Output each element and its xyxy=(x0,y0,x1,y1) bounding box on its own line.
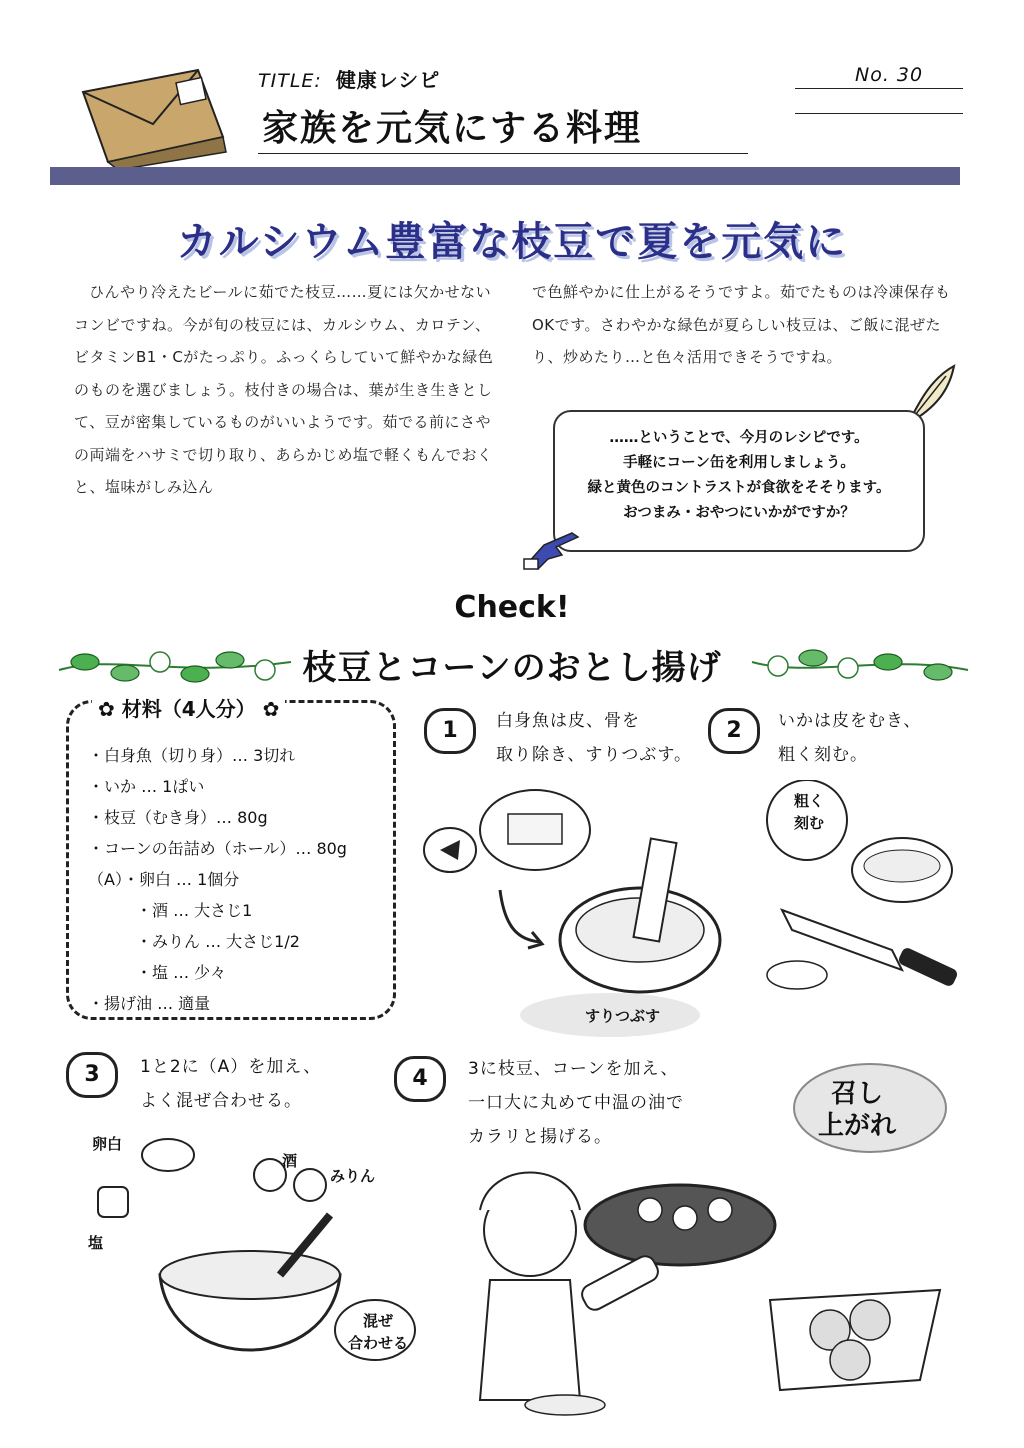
callout-line: ……ということで、今月のレシピです。 xyxy=(609,430,869,446)
flower-icon: ✿ xyxy=(98,697,122,721)
headline: カルシウム豊富な枝豆で夏を元気に xyxy=(176,219,848,265)
step-4-text xyxy=(468,1052,684,1154)
mirin-label: みりん xyxy=(330,1167,376,1185)
list-item: ・枝豆（むき身）… 80g xyxy=(88,808,268,827)
intro-text-left: ひんやり冷えたビールに茹でた枝豆……夏には欠かせないコンビですね。今が旬の枝豆には、カルシウム、カロテン、ビタミンB1・Cがたっぷり。ふっくらしていて鮮やかな緑色のものを選びましょう。枝付きの場合は、葉が生き生きとして、豆が密集しているものがいいようです。茹でる前にさやの両端をハサミで切り取り、あらかじめ塩で軽くもんでおくと、塩味がしみ込ん xyxy=(74,283,494,496)
step-line: 1と2に（A）を加え、 xyxy=(140,1057,322,1077)
mortar-illustration xyxy=(420,780,730,1040)
list-item: ・コーンの缶詰め（ホール）… 80g xyxy=(88,839,347,858)
chop-label-line: 粗く xyxy=(793,792,824,810)
header-band xyxy=(50,167,960,185)
recipe-callout xyxy=(553,410,925,552)
list-item: ・揚げ油 … 適量 xyxy=(88,994,211,1013)
page-title: 家族を元気にする料理 xyxy=(262,108,643,149)
step-line: いかは皮をむき、 xyxy=(778,711,922,731)
mix-label-line: 混ぜ xyxy=(362,1312,393,1330)
step-line: 一口大に丸めて中温の油で xyxy=(468,1093,684,1113)
list-item: ・白身魚（切り身）… 3切れ xyxy=(88,746,296,765)
title-prefix: TITLE: xyxy=(258,70,322,92)
flower-icon: ✿ xyxy=(255,697,280,721)
intro-text-right: で色鮮やかに仕上がるそうですよ。茹でたものは冷凍保存もOKです。さわやかな緑色が夏らしい枝豆は、ご飯に混ぜたり、炒めたり…と色々活用できそうですね。 xyxy=(532,283,951,366)
list-item: ・みりん … 大さじ1/2 xyxy=(88,932,300,951)
egg-white-label: 卵白 xyxy=(92,1135,123,1153)
callout-line: おつまみ・おやつにいかがですか？ xyxy=(623,505,855,521)
salt-label: 塩 xyxy=(88,1234,104,1252)
step-2-number: 2 xyxy=(708,708,760,754)
step-line: よく混ぜ合わせる。 xyxy=(140,1091,302,1111)
frying-illustration xyxy=(440,1140,980,1420)
title-category: 健康レシピ xyxy=(335,68,441,92)
ingredients-title xyxy=(92,693,285,722)
chop-label-line: 刻む xyxy=(793,814,824,832)
mix-label-line: 合わせる xyxy=(347,1334,408,1352)
list-item: ・塩 … 少々 xyxy=(88,963,227,982)
step-line: 粗く刻む。 xyxy=(778,745,868,765)
list-item: ・いか … 1ぱい xyxy=(88,777,205,796)
chop-label xyxy=(778,790,840,834)
serve-label-line: 上がれ xyxy=(817,1111,896,1141)
step-4-number: 4 xyxy=(394,1056,446,1102)
list-item: （A）・卵白 … 1個分 xyxy=(88,870,240,889)
step-1-number: 1 xyxy=(424,708,476,754)
step-3-text xyxy=(140,1050,321,1118)
callout-line: 緑と黄色のコントラストが食欲をそそります。 xyxy=(587,480,891,496)
serve-label xyxy=(812,1078,902,1142)
list-item: ・酒 … 大さじ1 xyxy=(88,901,253,920)
step-line: 取り除き、すりつぶす。 xyxy=(496,745,692,765)
pointing-hand-icon xyxy=(522,525,584,570)
mash-label: すりつぶす xyxy=(585,1007,661,1025)
step-line: カラリと揚げる。 xyxy=(468,1127,612,1147)
envelope-icon xyxy=(78,62,228,172)
recipe-title: 枝豆とコーンのおとし揚げ xyxy=(302,648,722,688)
issue-rule-2 xyxy=(795,113,963,114)
step-line: 白身魚は皮、骨を xyxy=(496,711,640,731)
step-line: 3に枝豆、コーンを加え、 xyxy=(468,1059,679,1079)
ingredients-list xyxy=(88,740,347,1019)
check-label: Check! xyxy=(454,590,570,625)
sake-label: 酒 xyxy=(282,1152,298,1170)
callout-line: 手軽にコーン缶を利用しましょう。 xyxy=(623,455,855,471)
title-label xyxy=(258,64,440,93)
mixing-bowl-illustration xyxy=(80,1125,440,1415)
issue-number: No. 30 xyxy=(855,64,924,86)
title-underline xyxy=(258,153,748,154)
ingredients-title-text: 材料（4人分） xyxy=(121,697,256,721)
step-2-text xyxy=(778,704,921,772)
step-1-text xyxy=(496,704,692,772)
mix-label xyxy=(343,1310,413,1354)
step-3-number: 3 xyxy=(66,1052,118,1098)
leaf-vine-icon xyxy=(748,640,973,686)
issue-rule-1 xyxy=(795,88,963,89)
serve-label-line: 召し xyxy=(830,1079,883,1109)
